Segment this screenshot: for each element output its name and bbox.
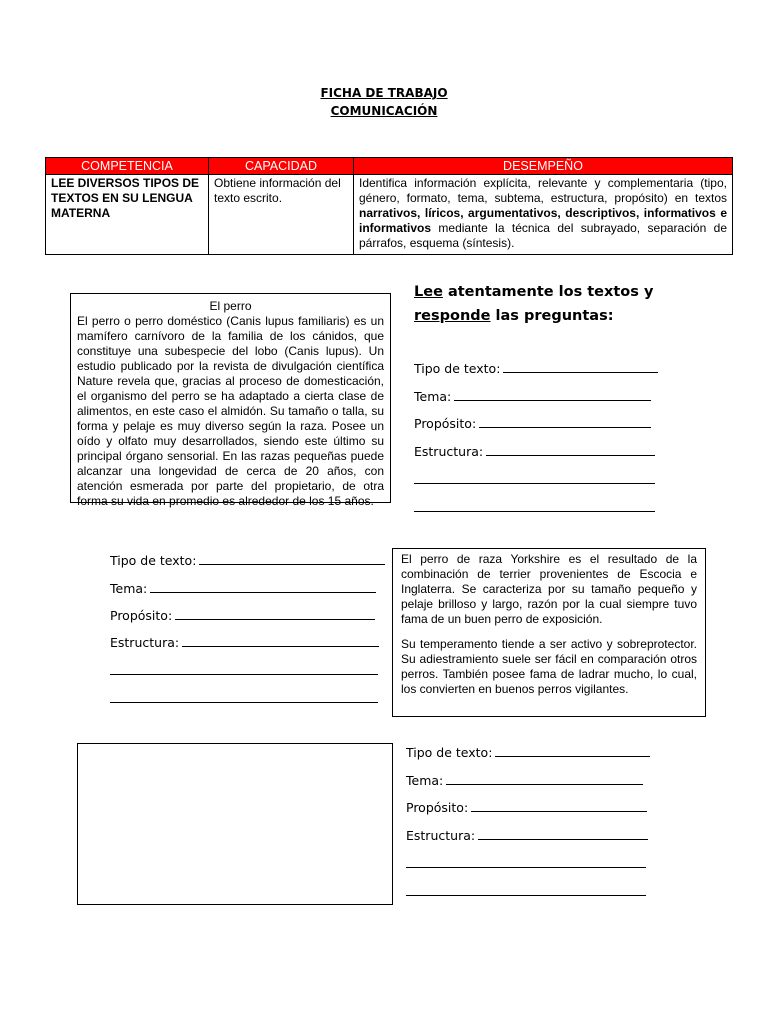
estructura-question [414, 442, 655, 460]
desempeno-text-end: mediante la técnica del subrayado, separación de párrafos, esquema (síntesis). [359, 221, 727, 250]
header-capacidad: CAPACIDAD [209, 158, 354, 175]
competencia-cell: LEE DIVERSOS TIPOS DE TEXTOS EN SU LENGUA MATERNA [46, 175, 209, 255]
blank-line[interactable] [414, 498, 655, 512]
extra-answer-line-1 [110, 661, 378, 679]
yorkshire-paragraph-2: Su temperamento tiende a ser activo y sobreprotector. Su adiestramiento suele ser fácil en comparación otros perros. También posee fama de ladrar mucho, lo cual, los convierten en buenos perros vigilantes. [401, 637, 697, 696]
estructura-question [406, 826, 648, 844]
yorkshire-paragraph-1: El perro de raza Yorkshire es el resultado de la combinación de terrier provenientes de Escocia e Inglaterra. Se caracteriza por su tamaño pequeño y pelaje brilloso y largo, razón por la cual siempre tuvo fama de un buen perro de exposición. [401, 552, 697, 626]
instruction-text-1: atentamente los textos y [442, 284, 654, 300]
estructura-label: Estructura: [406, 828, 476, 843]
tema-answer-line[interactable] [150, 579, 376, 593]
proposito-answer-line[interactable] [479, 414, 651, 428]
blank-line[interactable] [406, 882, 646, 896]
text-title: El perro [209, 299, 252, 313]
proposito-answer-line[interactable] [175, 606, 375, 620]
instruction-line-2 [414, 304, 714, 328]
estructura-label: Estructura: [414, 444, 484, 459]
proposito-label: Propósito: [406, 800, 469, 815]
instruction-text-2: las preguntas: [490, 308, 614, 324]
tipo-label: Tipo de texto: [406, 745, 493, 760]
tipo-de-texto-question [406, 743, 650, 761]
text-body: El perro o perro doméstico (Canis lupus familiaris) es un mamífero carnívoro de la familia de los cánidos, que constituye una subespecie del lobo (Canis lupus). Un estudio publicado por la revista de divulgación científica Nature revela que, gracias al proceso de domesticación, el organismo del perro se ha adaptado a cierta clase de alimentos, en este caso el almidón. Su tamaño o talla, su forma y pelaje es muy diverso según la raza. Posee un oído y olfato muy desarrollados, siendo este último su principal órgano sensorial. En las razas pequeñas puede alcanzar una longevidad de cerca de 20 años, con atención esmerada por parte del propietario, de otra forma su vida en promedio es alrededor de los 15 años. [77, 314, 384, 508]
instruction-line-1 [414, 280, 714, 304]
capacidad-cell: Obtiene información del texto escrito. [209, 175, 354, 255]
proposito-question [110, 606, 375, 624]
proposito-question [414, 414, 651, 432]
blank-line[interactable] [110, 661, 378, 675]
header-competencia: COMPETENCIA [46, 158, 209, 175]
blank-line[interactable] [406, 854, 646, 868]
tipo-label: Tipo de texto: [414, 361, 501, 376]
desempeno-text-types: narrativos, líricos, argumentativos, descriptivos, informativos e informativos [359, 206, 727, 235]
tema-answer-line[interactable] [454, 387, 651, 401]
proposito-question [406, 798, 647, 816]
competency-table [45, 157, 733, 255]
competency-table-header-row [46, 158, 733, 175]
tema-question [110, 579, 376, 597]
tipo-de-texto-question [110, 551, 385, 569]
desempeno-cell [354, 175, 733, 255]
proposito-label: Propósito: [110, 608, 173, 623]
proposito-answer-line[interactable] [471, 798, 647, 812]
estructura-answer-line[interactable] [478, 826, 648, 840]
tema-label: Tema: [406, 773, 444, 788]
desempeno-text-start: Identifica información explícita, relevante y complementaria (tipo, género, formato, tema, subtema, estructura, propósito) en textos [359, 176, 727, 205]
extra-answer-line-2 [406, 882, 646, 900]
estructura-answer-line[interactable] [182, 633, 379, 647]
proposito-label: Propósito: [414, 416, 477, 431]
tema-label: Tema: [110, 581, 148, 596]
extra-answer-line-2 [110, 689, 378, 707]
tipo-answer-line[interactable] [495, 743, 650, 757]
worksheet-subject: COMUNICACIÓN [330, 104, 438, 118]
tipo-answer-line[interactable] [199, 551, 385, 565]
blank-line[interactable] [414, 470, 655, 484]
extra-answer-line-2 [414, 498, 655, 516]
estructura-answer-line[interactable] [486, 442, 655, 456]
header-desempeno: DESEMPEÑO [354, 158, 733, 175]
tema-answer-line[interactable] [446, 771, 643, 785]
extra-answer-line-1 [406, 854, 646, 872]
tipo-answer-line[interactable] [503, 359, 658, 373]
worksheet-title: FICHA DE TRABAJO [320, 86, 448, 100]
instruction-word-responde: responde [414, 308, 491, 324]
instruction-word-lee: Lee [414, 284, 443, 300]
tipo-de-texto-question [414, 359, 658, 377]
text-box-el-perro [70, 293, 391, 508]
text-box-yorkshire [392, 548, 706, 717]
empty-text-box [77, 743, 393, 905]
instructions [414, 280, 714, 328]
tema-label: Tema: [414, 389, 452, 404]
tema-question [414, 387, 651, 405]
tema-question [406, 771, 643, 789]
estructura-label: Estructura: [110, 635, 180, 650]
tipo-label: Tipo de texto: [110, 553, 197, 568]
estructura-question [110, 633, 379, 651]
extra-answer-line-1 [414, 470, 655, 488]
blank-line[interactable] [110, 689, 378, 703]
competency-table-row [46, 175, 733, 255]
